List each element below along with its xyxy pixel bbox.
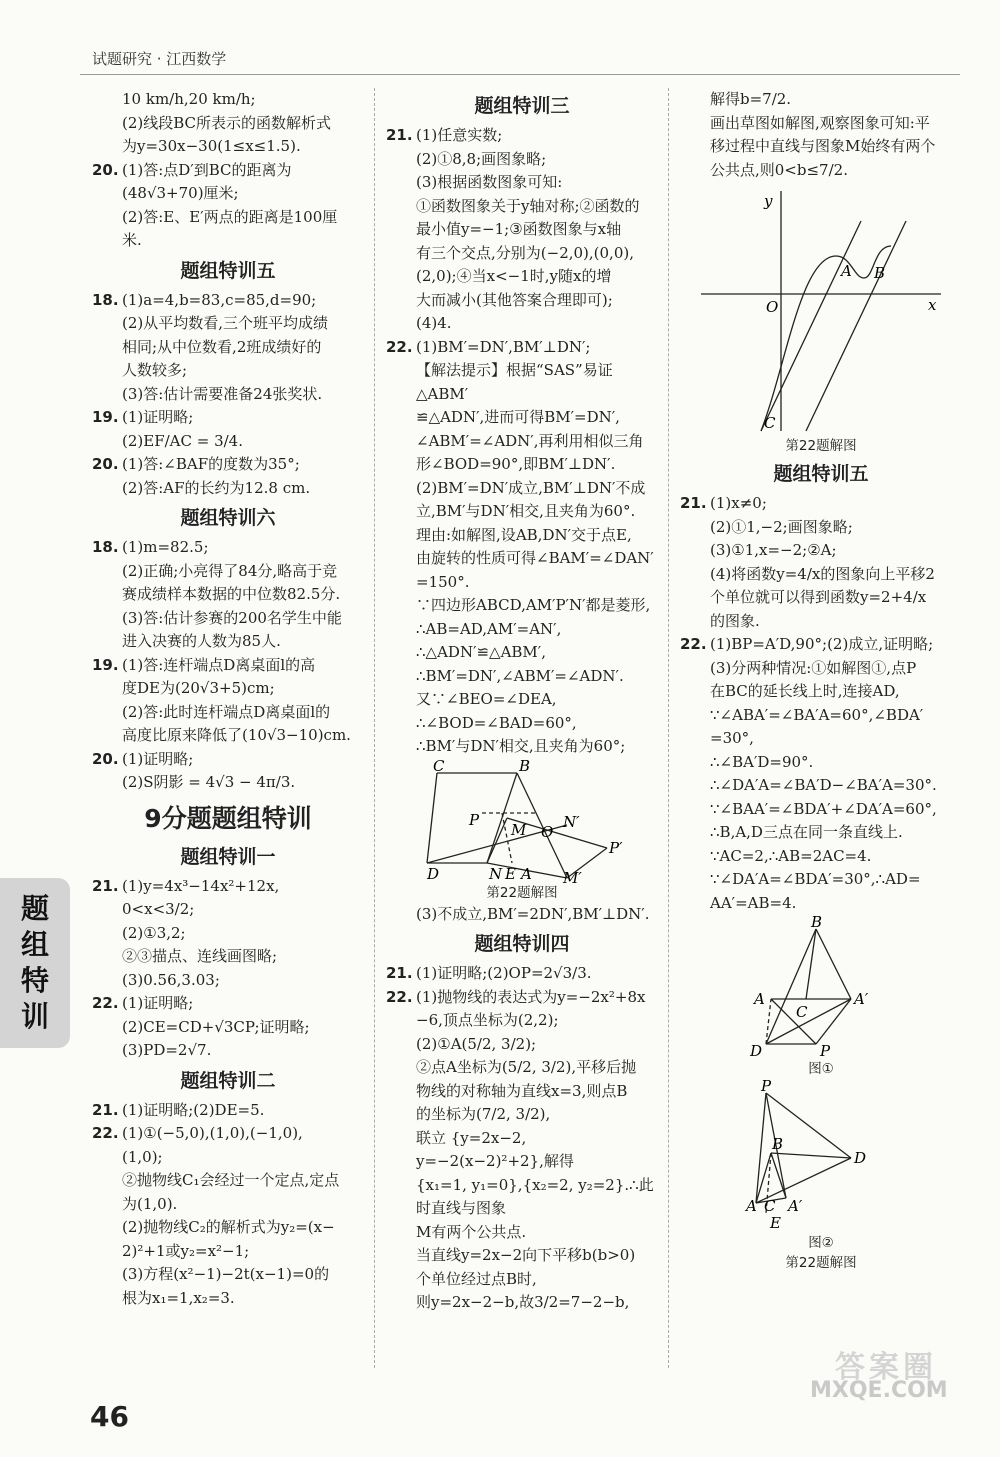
figure-point-label: M′ — [563, 868, 582, 887]
answer-text: (1)答:∠BAF的度数为35°; — [122, 455, 300, 473]
figure-point-label: A — [754, 990, 765, 1008]
header-rule — [80, 74, 960, 75]
answer-line: 理由:如解图,设AB,DN′交于点E, — [416, 525, 632, 544]
figure-point-label: A — [841, 262, 852, 280]
section-title: 题组特训一 — [180, 845, 276, 868]
answer-line: (2)线段BC所表示的函数解析式 — [122, 113, 332, 132]
figure-line — [761, 221, 861, 431]
answer-line: ∵∠BAA′=∠BDA′+∠DA′A=60°, — [710, 799, 937, 818]
question-number: 21. — [680, 494, 707, 512]
figure-point-label: B — [519, 756, 531, 775]
answer-line: 移过程中直线与图象M始终有两个 — [710, 137, 936, 155]
answer-text: (1)任意实数; — [416, 126, 503, 144]
answer-line: ∴AB=AD,AM′=AN′, — [416, 619, 562, 638]
answer-line: ∵四边形ABCD,AM′P′N′都是菱形, — [416, 596, 651, 614]
side-tab-char: 组 — [20, 928, 49, 961]
answer-line: (4)将函数y=4/x的图象向上平移2 — [710, 564, 935, 583]
answer-line: ∵∠ABA′=∠BA′A=60°,∠BDA′ — [710, 705, 924, 724]
side-tab-char: 题 — [20, 892, 49, 925]
answer-line: (3)答:估计需要准备24张奖状. — [122, 384, 323, 403]
figure-point-label: C — [796, 1003, 808, 1021]
side-tab — [0, 878, 70, 1048]
figure-point-label: A′ — [788, 1197, 803, 1215]
figure-point-label: P — [820, 1042, 831, 1060]
question-20 — [92, 453, 364, 477]
answer-text: (1)y=4x³−14x²+12x, — [122, 876, 280, 895]
answer-line: ∵∠DA′A=∠BDA′=30°,∴AD= — [710, 870, 921, 888]
answer-text: (1)答:点D′到BC的距离为 — [122, 160, 292, 179]
answer-text: (1)证明略; — [122, 994, 194, 1012]
answer-line: (2,0);④当x<−1时,y随x的增 — [416, 267, 612, 285]
section-title: 题组特训六 — [180, 507, 276, 529]
answer-line: 10 km/h,20 km/h; — [122, 90, 256, 108]
answer-line: ≌△ADN′,进而可得BM′=DN′, — [416, 408, 620, 426]
answer-line: 度DE为(20√3+5)cm; — [122, 679, 275, 697]
answer-line: (2)正确;小亮得了84分,略高于竞 — [122, 561, 338, 580]
answer-text: (1)a=4,b=83,c=85,d=90; — [122, 290, 317, 309]
answer-text: (1)证明略;(2)DE=5. — [122, 1100, 265, 1119]
answer-line: 有三个交点,分别为(−2,0),(0,0), — [416, 243, 634, 262]
answer-line: 米. — [122, 231, 142, 249]
answer-line: (3)方程(x²−1)−2t(x−1)=0的 — [122, 1265, 330, 1283]
answer-line: (48√3+70)厘米; — [122, 184, 239, 202]
answer-line: (1,0); — [122, 1147, 163, 1166]
section-title: 题组特训五 — [180, 259, 276, 282]
answer-text: (1)x≠0; — [710, 494, 767, 512]
answer-line: (2)CE=CD+√3CP;证明略; — [122, 1017, 310, 1036]
figure-line — [816, 999, 851, 1044]
question-19 — [92, 654, 364, 678]
question-22 — [92, 1122, 364, 1146]
question-18 — [92, 289, 364, 313]
answer-line: ∴BM′与DN′相交,且夹角为60°; — [416, 737, 626, 755]
answer-line: ∴B,A,D三点在同一条直线上. — [710, 823, 903, 841]
answer-line: 高度比原来降低了(10√3−10)cm. — [122, 726, 351, 744]
figure-caption: 图① — [808, 1061, 834, 1077]
question-number: 21. — [386, 126, 413, 144]
figure-line — [427, 773, 437, 863]
answer-line: ②抛物线C₁会经过一个定点,定点 — [122, 1171, 340, 1189]
answer-line: 赛成绩样本数据的中位数82.5分. — [122, 585, 341, 603]
answer-line: −6,顶点坐标为(2,2); — [416, 1011, 559, 1029]
answer-text: (1)BM′=DN′,BM′⊥DN′; — [416, 337, 591, 356]
answer-line: 画出草图如解图,观察图象可知:平 — [710, 113, 930, 132]
figure-line — [487, 818, 507, 863]
answer-line: ②点A坐标为(5/2, 3/2),平移后抛 — [416, 1058, 637, 1076]
answer-line: (4)4. — [416, 314, 452, 332]
figure-line — [771, 1153, 851, 1158]
answer-line: {x₁=1, y₁=0},{x₂=2, y₂=2}.∴此时直线与图象 — [416, 1175, 654, 1217]
figure-caption: 第22题解图 — [785, 438, 857, 454]
figure-line — [816, 929, 851, 999]
figure-point-label: N — [489, 864, 503, 883]
section-title: 题组特训二 — [180, 1069, 276, 1092]
figure-caption: 第22题解图 — [486, 884, 558, 901]
answer-text: (1)证明略; — [122, 749, 194, 768]
answer-line: 又∵∠BEO=∠DEA, — [416, 690, 557, 708]
function-graph-figure — [696, 186, 946, 436]
answer-line: ∠ABM′=∠ADN′,再利用相似三角 — [416, 431, 644, 450]
section-title: 题组特训四 — [474, 933, 570, 955]
figure-point-label: y — [764, 192, 773, 210]
question-21 — [92, 1099, 364, 1123]
answer-line: (2)答:此时连杆端点D离桌面l的 — [122, 702, 331, 721]
figure-point-label: C — [764, 1197, 776, 1215]
answer-line: (2)S阴影 = 4√3 − 4π/3. — [122, 773, 296, 791]
column-right — [680, 88, 962, 1273]
question-18 — [92, 536, 364, 560]
answer-text: (1)证明略; — [122, 408, 194, 426]
question-number: 19. — [92, 408, 119, 426]
question-number: 22. — [680, 635, 707, 653]
answer-line: 在BC的延长线上时,连接AD, — [710, 682, 900, 700]
answer-line: ∴△ADN′≌△ABM′, — [416, 643, 546, 661]
answer-text: (1)BP=A′D,90°;(2)成立,证明略; — [710, 635, 934, 653]
section-title: 题组特训三 — [474, 95, 570, 117]
answer-line: ∴∠DA′A=∠BA′D−∠BA′A=30°. — [710, 776, 937, 794]
question-number: 22. — [92, 994, 119, 1012]
question-number: 18. — [92, 538, 119, 556]
answer-line: (2)①8,8;画图象略; — [416, 149, 547, 168]
question-21 — [92, 875, 364, 899]
answer-line: (2)答:E、E′两点的距离是100厘 — [122, 207, 338, 226]
question-20 — [92, 159, 364, 183]
answer-line: =30°, — [710, 729, 754, 747]
answer-line: (2)BM′=DN′成立,BM′⊥DN′不成 — [416, 478, 646, 497]
answer-line: 解得b=7/2. — [710, 90, 792, 108]
answer-line: (3)0.56,3.03; — [122, 970, 220, 989]
figure-point-label: P — [469, 810, 480, 829]
answer-line: M有两个公共点. — [416, 1222, 527, 1241]
answer-line: 个单位经过点B时, — [416, 1269, 537, 1288]
column-left — [92, 88, 364, 1310]
figure-point-label: D — [750, 1042, 763, 1060]
answer-line: 个单位就可以得到函数y=2+4/x — [710, 588, 927, 606]
answer-line: 根为x₁=1,x₂=3. — [122, 1288, 235, 1307]
question-21 — [386, 962, 658, 986]
triangle-figure-2 — [746, 1077, 896, 1233]
answer-line: 最小值y=−1;③函数图象与x轴 — [416, 220, 622, 238]
answer-line: 为y=30x−30(1≤x≤1.5). — [122, 137, 301, 155]
answer-line: (2)①1,−2;画图象略; — [710, 517, 853, 536]
answer-line: (3)①1,x=−2;②A; — [710, 541, 837, 559]
answer-line: 则y=2x−2−b,故3/2=7−2−b, — [416, 1293, 630, 1311]
page-header: 试题研究 · 江西数学 — [92, 50, 227, 68]
answer-line: AA′=AB=4. — [710, 893, 797, 912]
answer-line: 为(1,0). — [122, 1194, 178, 1213]
answer-text: (1)证明略;(2)OP=2√3/3. — [416, 964, 592, 982]
figure-point-label: P — [761, 1077, 772, 1095]
figure-point-label: B — [811, 913, 823, 931]
answer-line: (2)①3,2; — [122, 923, 186, 942]
question-22 — [680, 633, 962, 657]
answer-line: 相同;从中位数看,2班成绩好的 — [122, 337, 322, 356]
figure-point-label: A — [521, 864, 532, 883]
answer-line: (2)抛物线C₂的解析式为y₂=(x− — [122, 1218, 335, 1236]
column-middle — [386, 88, 658, 1315]
watermark-icon: 答案圈 — [835, 1350, 937, 1385]
answer-line: 公共点,则0<b≤7/2. — [710, 160, 848, 179]
figure-point-label: M — [511, 820, 527, 839]
answer-line: ∵AC=2,∴AB=2AC=4. — [710, 846, 872, 865]
figure-point-label: A′ — [854, 990, 869, 1008]
answer-text: (1)抛物线的表达式为y=−2x²+8x — [416, 987, 646, 1006]
question-22 — [386, 336, 658, 360]
answer-line: ∴BM′=DN′,∠ABM′=∠ADN′. — [416, 666, 624, 685]
answer-line: (2)EF/AC = 3/4. — [122, 431, 243, 450]
figure-point-label: N′ — [563, 812, 580, 831]
column-divider — [668, 88, 669, 1368]
answer-line: (3)根据函数图象可知: — [416, 173, 563, 191]
answer-line: 2)²+1或y₂=x²−1; — [122, 1241, 250, 1260]
figure-line — [806, 221, 906, 431]
figure-point-label: D — [854, 1149, 867, 1167]
rhombus-figure — [427, 756, 623, 887]
answer-line: (2)①A(5/2, 3/2); — [416, 1034, 537, 1053]
figure-point-label: B — [874, 264, 886, 282]
answer-text: (1)答:连杆端点D离桌面l的高 — [122, 655, 316, 674]
answer-line: 当直线y=2x−2向下平移b(b>0) — [416, 1246, 636, 1264]
answer-line: 的图象. — [710, 611, 760, 630]
answer-line: 由旋转的性质可得∠BAM′=∠DAN′ — [416, 549, 654, 567]
answer-text: (1)m=82.5; — [122, 538, 209, 556]
question-19 — [92, 406, 364, 430]
question-number: 21. — [92, 1100, 119, 1119]
answer-line: 形∠BOD=90°,即BM′⊥DN′. — [416, 455, 616, 473]
question-number: 21. — [92, 876, 119, 895]
question-number: 22. — [386, 987, 413, 1006]
answer-line: 0<x<3/2; — [122, 900, 195, 918]
figure-caption: 图② — [808, 1235, 834, 1251]
question-22 — [386, 986, 658, 1010]
question-21 — [680, 492, 962, 516]
question-22 — [92, 992, 364, 1016]
question-number: 19. — [92, 655, 119, 674]
question-number: 21. — [386, 964, 413, 982]
triangle-figure-1 — [746, 913, 896, 1060]
figure-point-label: E — [770, 1214, 781, 1232]
answer-line: 人数较多; — [122, 361, 188, 379]
answer-line: (3)分两种情况:①如解图①,点P — [710, 658, 917, 677]
figure-caption: 第22题解图 — [785, 1255, 857, 1271]
answer-line: (3)PD=2√7. — [122, 1041, 212, 1059]
question-number: 18. — [92, 290, 119, 309]
answer-line: 进入决赛的人数为85人. — [122, 632, 281, 650]
section-title: 题组特训五 — [773, 463, 869, 485]
answer-line: =150°. — [416, 572, 470, 591]
answer-line: ①函数图象关于y轴对称;②函数的 — [416, 196, 640, 215]
figure-point-label: O — [766, 298, 779, 316]
answer-line: ②③描点、连线画图略; — [122, 947, 278, 965]
answer-line: (2)答:AF的长约为12.8 cm. — [122, 478, 311, 497]
figure-point-label: P′ — [609, 838, 623, 857]
figure-point-label: A — [746, 1197, 757, 1215]
figure-point-label: C — [433, 756, 445, 775]
question-20 — [92, 748, 364, 772]
figure-point-label: B — [772, 1135, 784, 1153]
answer-line: (3)答:估计参赛的200名学生中能 — [122, 608, 342, 627]
answer-line: ∴∠BOD=∠BAD=60°, — [416, 713, 577, 732]
question-number: 20. — [92, 160, 119, 179]
answer-line: 物线的对称轴为直线x=3,则点B — [416, 1081, 628, 1100]
page-number: 46 — [90, 1400, 129, 1433]
answer-line: 【解法提示】根据“SAS”易证△ABM′ — [416, 361, 613, 403]
answer-line: 联立 {y=2x−2, y=−2(x−2)²+2},解得 — [416, 1128, 574, 1170]
side-tab-char: 特 — [20, 964, 49, 997]
figure-point-label: E — [505, 864, 516, 883]
answer-line: 立,BM′与DN′相交,且夹角为60°. — [416, 502, 636, 520]
question-number: 20. — [92, 749, 119, 768]
question-number: 22. — [92, 1124, 119, 1142]
question-number: 22. — [386, 337, 413, 356]
question-21 — [386, 124, 658, 148]
side-tab-char: 训 — [20, 1000, 49, 1033]
answer-line: ∴∠BA′D=90°. — [710, 752, 814, 771]
answer-line: 大而减小(其他答案合理即可); — [416, 290, 613, 309]
question-number: 20. — [92, 455, 119, 473]
answer-line: 的坐标为(7/2, 3/2), — [416, 1105, 551, 1123]
figure-point-label: D — [427, 864, 440, 883]
answer-text: (1)①(−5,0),(1,0),(−1,0), — [122, 1124, 303, 1142]
figure-line — [766, 929, 816, 1044]
figure-point-label: C — [764, 414, 776, 432]
figure-line — [487, 773, 517, 863]
figure-point-label: x — [928, 296, 937, 314]
chapter-title: 9分题题组特训 — [144, 803, 312, 833]
answer-line: (2)从平均数看,三个班平均成绩 — [122, 314, 329, 332]
column-divider — [374, 88, 375, 1368]
answer-line: (3)不成立,BM′=2DN′,BM′⊥DN′. — [416, 904, 650, 923]
watermark: MXQE.COM — [810, 1378, 948, 1403]
figure-point-label: O — [541, 822, 554, 841]
